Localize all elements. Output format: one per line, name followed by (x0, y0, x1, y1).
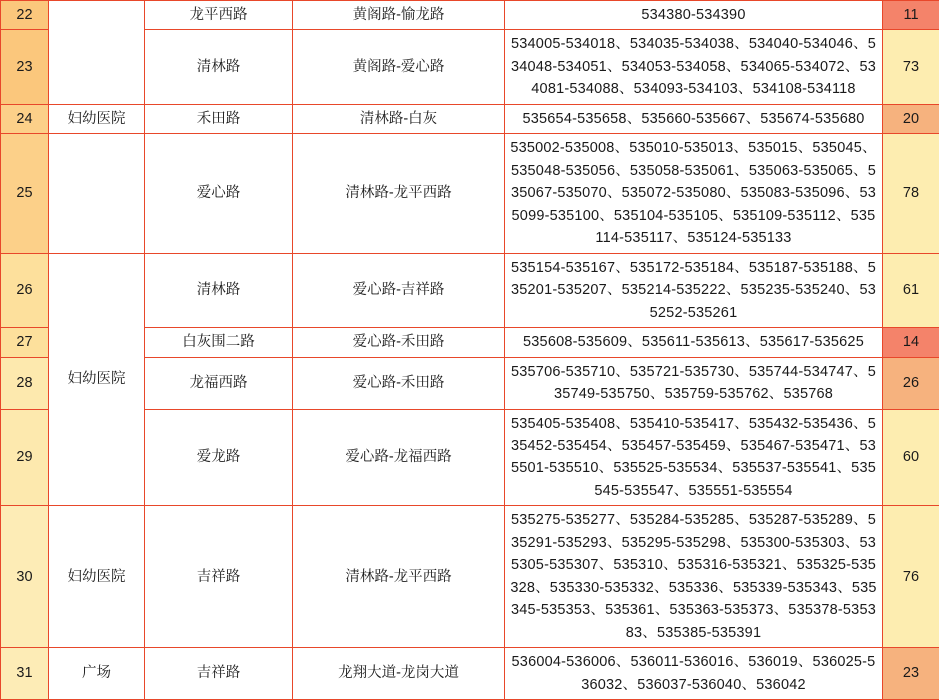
row-numbers: 535608-535609、535611-535613、535617-535625 (505, 328, 883, 357)
row-range: 清林路-龙平西路 (293, 134, 505, 253)
row-place: 妇幼医院 (49, 506, 145, 648)
table-row (1, 506, 939, 648)
row-index: 23 (1, 30, 49, 104)
row-numbers: 535654-535658、535660-535667、535674-535680 (505, 104, 883, 133)
row-count: 78 (883, 134, 939, 253)
row-numbers: 535706-535710、535721-535730、535744-534747、535749-535750、535759-535762、535768 (505, 357, 883, 409)
row-range: 黄阁路-爱心路 (293, 30, 505, 104)
row-count: 11 (883, 1, 939, 30)
row-range: 黄阁路-愉龙路 (293, 1, 505, 30)
row-count: 73 (883, 30, 939, 104)
row-range: 爱心路-禾田路 (293, 328, 505, 357)
row-numbers: 534380-534390 (505, 1, 883, 30)
row-numbers: 535002-535008、535010-535013、535015、535045、535048-535056、535058-535061、535063-535065、535067-535070、535072-535080、535083-535096、535099-535100、535104-535105、535109-535112、535114-535117、535124-535133 (505, 134, 883, 253)
row-numbers: 535154-535167、535172-535184、535187-535188、535201-535207、535214-535222、535235-535240、535252-535261 (505, 253, 883, 327)
row-road: 吉祥路 (145, 506, 293, 648)
row-index: 28 (1, 357, 49, 409)
table-row (1, 134, 939, 253)
row-numbers: 534005-534018、534035-534038、534040-534046、534048-534051、534053-534058、534065-534072、534081-534088、534093-534103、534108-534118 (505, 30, 883, 104)
row-index: 29 (1, 409, 49, 506)
row-numbers: 535275-535277、535284-535285、535287-535289、535291-535293、535295-535298、535300-535303、535305-535307、535310、535316-535321、535325-535328、535330-535332、535336、535339-535343、535345-535353、535361、535363-535373、535378-535383、535385-535391 (505, 506, 883, 648)
row-range: 爱心路-龙福西路 (293, 409, 505, 506)
row-count: 26 (883, 357, 939, 409)
row-road: 吉祥路 (145, 648, 293, 700)
row-road: 白灰围二路 (145, 328, 293, 357)
row-road: 清林路 (145, 253, 293, 327)
row-numbers: 536004-536006、536011-536016、536019、536025-536032、536037-536040、536042 (505, 648, 883, 700)
row-range: 爱心路-吉祥路 (293, 253, 505, 327)
row-count: 60 (883, 409, 939, 506)
row-road: 清林路 (145, 30, 293, 104)
row-count: 61 (883, 253, 939, 327)
row-index: 22 (1, 1, 49, 30)
row-index: 27 (1, 328, 49, 357)
row-place: 妇幼医院 (49, 253, 145, 506)
row-place (49, 134, 145, 253)
row-count: 20 (883, 104, 939, 133)
row-road: 禾田路 (145, 104, 293, 133)
table-row (1, 1, 939, 30)
row-index: 25 (1, 134, 49, 253)
row-index: 30 (1, 506, 49, 648)
row-index: 31 (1, 648, 49, 700)
row-place: 妇幼医院 (49, 104, 145, 133)
row-count: 76 (883, 506, 939, 648)
row-index: 26 (1, 253, 49, 327)
row-road: 龙平西路 (145, 1, 293, 30)
row-range: 清林路-白灰 (293, 104, 505, 133)
row-count: 23 (883, 648, 939, 700)
row-range: 龙翔大道-龙岗大道 (293, 648, 505, 700)
row-road: 龙福西路 (145, 357, 293, 409)
row-range: 爱心路-禾田路 (293, 357, 505, 409)
row-place (49, 1, 145, 105)
table-row (1, 253, 939, 327)
row-numbers: 535405-535408、535410-535417、535432-535436、535452-535454、535457-535459、535467-535471、535501-535510、535525-535534、535537-535541、535545-535547、535551-535554 (505, 409, 883, 506)
row-range: 清林路-龙平西路 (293, 506, 505, 648)
row-road: 爱心路 (145, 134, 293, 253)
row-road: 爱龙路 (145, 409, 293, 506)
row-index: 24 (1, 104, 49, 133)
table-row (1, 104, 939, 133)
row-count: 14 (883, 328, 939, 357)
row-place: 广场 (49, 648, 145, 700)
table-row (1, 648, 939, 700)
